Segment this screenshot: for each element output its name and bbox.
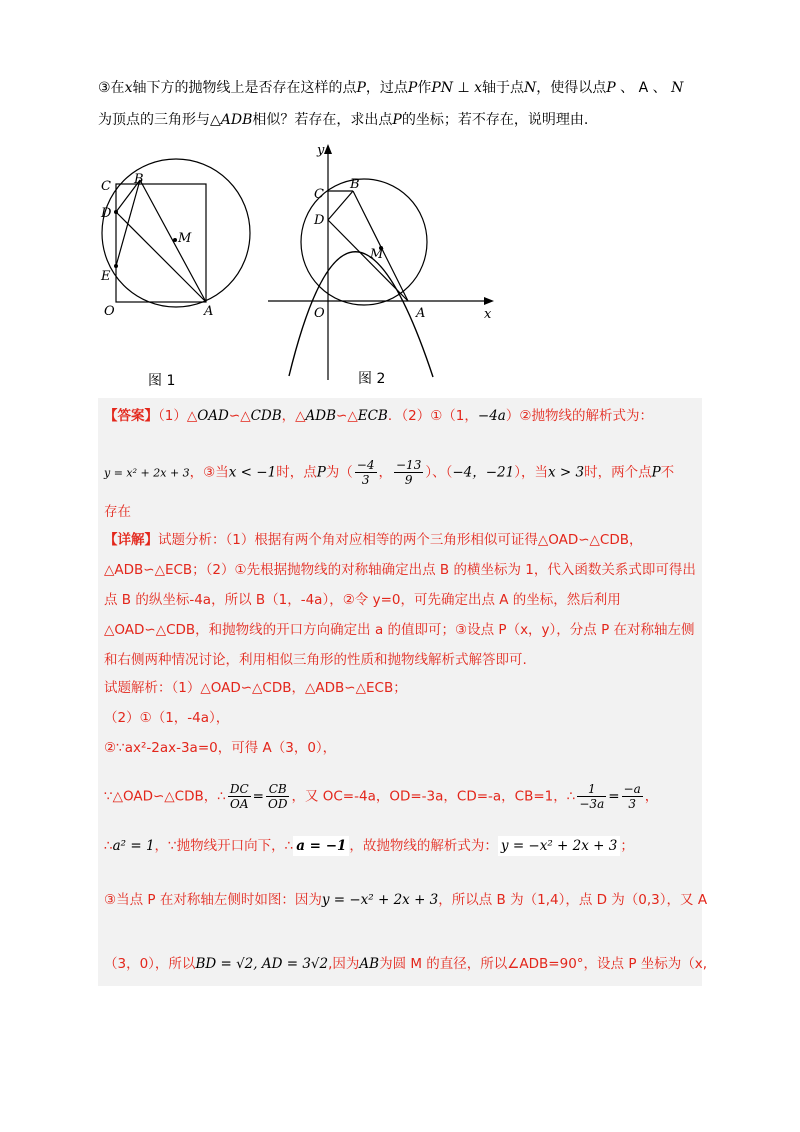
math-lengths: BD = √2, AD = 3√2 [195,956,329,972]
answer-text: ， [378,464,392,481]
var-p: P [392,112,402,128]
question-line-2 [98,110,588,130]
q-text: 轴下方的抛物线上是否存在这样的点 [132,80,357,96]
detail-text: 点 B 的纵坐标-4a，所以 B（1，-4a），②令 y=0，可先确定出点 A 的坐标，然后利用 [104,592,621,608]
var-oad: OAD [197,408,229,424]
frac-numerator: −4 [356,458,375,472]
answer-text: 不 [660,464,675,481]
solution-text: 为圆 M 的直径，所以∠ADB=90°，设点 P 坐标为（x, [379,956,708,972]
solution-line-6 [104,890,707,910]
solution-text: ； [620,838,634,854]
figure-1 [100,159,250,389]
label-o: O [104,304,115,319]
circle-m [102,159,250,307]
sim-symbol: ∽ [336,408,348,424]
math-parabola: y = −x² + 2x + 3 [321,892,439,908]
x-axis-arrow [484,297,494,305]
condition-2: x > 3 [547,464,585,481]
answer-text: ）、（ [425,464,453,481]
label-y: y [317,143,325,158]
q-sep: 、 [652,80,667,96]
answer-text: 为（ [325,464,353,481]
answer-text: ，③当 [189,464,229,481]
seg-ba [353,191,408,301]
solution-text: ，所以点 B 为（1,4），点 D 为（0,3），又 A [438,892,708,908]
answer-line-2 [104,458,674,487]
answer-text: ， [281,408,296,424]
detail-line-5 [104,650,527,670]
tri-symbol: △ [240,408,251,424]
seg-da [116,212,206,302]
detail-text: 试题分析：（1）根据有两个角对应相等的两个三角形相似可证得△OAD∽△CDB， [158,532,643,548]
fraction-nega-3 [622,782,643,811]
fraction-neg13-9 [394,458,423,487]
frac-denominator: OD [267,797,288,811]
frac-denominator: OA [230,797,249,811]
detail-line-2 [104,560,696,580]
caption-figure-1: 图 1 [148,373,176,389]
answer-text: ），当 [514,464,548,481]
point-m [173,238,177,242]
y-axis-arrow [324,144,332,154]
frac-denominator: 9 [404,473,413,487]
detail-line-3 [104,590,621,610]
solution-line-2 [104,708,229,728]
var-ecb: ECB [357,408,388,424]
math-ab: AB [359,956,380,972]
solution-text: ，又 OC=-4a，OD=-3a，CD=-a，CB=1，∴ [291,788,576,805]
solution-text: ③当点 P 在对称轴左侧时如图：因为 [104,892,322,908]
seg-da [328,220,408,301]
answer-line-3 [104,502,131,522]
perp-symbol: ⊥ [457,80,470,96]
var-p: P [316,464,326,481]
detail-text: △ADB∽△ECB；（2）①先根据抛物线的对称轴确定出点 B 的横坐标为 1，代入函数关系式即可得出 [104,562,696,578]
equals-sign: = [608,788,620,805]
figure-2 [268,143,494,387]
label-c: C [314,187,324,202]
q-text: ，过点 [365,80,408,96]
label-m: M [370,247,384,262]
var-p: P [651,464,661,481]
answer-text: 时，两个点 [584,464,652,481]
detail-line-1 [104,530,643,550]
answer-text: （1）△ [158,408,198,424]
q-text: 为顶点的三角形与△ [98,112,221,128]
detail-line-4 [104,620,695,640]
point-d [114,210,118,214]
label-a: A [416,306,426,321]
label-x: x [484,307,492,322]
rectangle [116,184,206,302]
solution-text: ，∵抛物线开口向下，∴ [154,838,294,854]
solution-line-3 [104,738,336,758]
label-o: O [314,306,325,321]
point-e [114,264,118,268]
answer-text: 存在 [104,504,131,520]
solution-text: （2）①（1，-4a）， [104,710,230,726]
answer-text: 时，点 [276,464,317,481]
question-line-1 [98,78,683,98]
label-b: B [134,172,144,187]
label-c: C [101,179,111,194]
fraction-1-neg3a [577,782,606,811]
answer-tag: 【答案】 [104,408,158,424]
label-m: M [178,231,192,246]
seg-db [328,191,353,220]
parabola-formula: y = x² + 2x + 3 [104,466,190,480]
solution-text: ， [644,788,659,805]
equals-sign: = [252,788,264,805]
q-text: 的坐标；若不存在，说明理由. [401,112,589,128]
var-x: x [124,80,133,96]
frac-numerator: DC [229,782,249,796]
solution-text: ∴ [104,838,113,854]
condition-1: x < −1 [228,464,277,481]
frac-numerator: CB [266,782,289,797]
tri-symbol: △ [295,408,306,424]
frac-denominator: 3 [628,797,636,811]
var-adb: ADB [220,112,253,128]
point-2: −4，−21 [452,464,515,481]
answer-line-1 [104,406,653,426]
frac-denominator: 3 [361,473,370,487]
fraction-cb-od [266,782,289,811]
solution-text: （3，0），所以 [104,956,196,972]
q-text: 作 [417,80,432,96]
var-cdb: CDB [250,408,282,424]
value-neg4a: −4a [477,408,506,424]
fraction-neg4-3 [355,458,377,487]
frac-numerator: 1 [577,782,606,797]
detail-text: △OAD∽△CDB，和抛物线的开口方向确定出 a 的值即可；③设点 P（x，y），分点 P 在对称轴左侧 [104,622,695,638]
var-n: N [671,80,684,96]
var-p: P [407,80,418,96]
solution-line-1 [104,678,407,698]
detail-text: 和右侧两种情况讨论，利用相似三角形的性质和抛物线解析式解答即可. [104,652,527,668]
q-text: 轴于点 [482,80,524,96]
math-a-squared: a² = 1 [112,838,155,854]
answer-text: ．（2）①（1， [387,408,478,424]
label-d: D [314,213,325,228]
solution-line-7 [104,954,707,974]
solution-text: 试题解析：（1）△OAD∽△CDB，△ADB∽△ECB； [104,680,407,696]
solution-text: ,因为 [328,956,360,972]
q-sep: 、 [620,80,635,96]
label-a: A [204,304,214,319]
parabola [289,252,433,377]
var-n: N [524,80,537,96]
seg-ba [140,180,206,302]
frac-denominator: −3a [579,797,605,811]
solution-text: ②∵ax²-2ax-3a=0，可得 A（3，0）， [104,740,337,756]
label-d: D [101,206,112,221]
detail-tag: 【详解】 [104,532,158,548]
solution-text: ∵△OAD∽△CDB，∴ [104,788,226,805]
var-pn: PN [431,80,453,96]
caption-figure-2: 图 2 [358,371,386,387]
figures [98,140,518,395]
var-p: P [356,80,366,96]
frac-numerator: −a [623,782,641,796]
solution-line-5 [104,836,634,856]
var-p: P [606,80,616,96]
fraction-dc-oa [228,782,251,811]
frac-numerator: −13 [396,458,422,472]
q-text: ，使得以点 [536,80,607,96]
label-b: B [350,177,360,192]
math-a-value: a = −1 [293,836,349,856]
math-parabola: y = −x² + 2x + 3 [498,836,620,856]
var-adb: ADB [305,408,337,424]
var-x: x [474,80,482,96]
label-e: E [101,269,111,284]
sim-symbol: ∽ [228,408,241,424]
solution-line-4 [104,782,658,811]
tri-symbol: △ [347,408,358,424]
answer-text: ）②抛物线的解析式为： [505,408,653,424]
q-text: 相似？若存在，求出点 [252,112,393,128]
answer-panel [98,398,708,986]
solution-text: ，故抛物线的解析式为： [349,838,498,854]
seg-eb [116,180,140,266]
var-a: A [638,80,649,96]
q-text: ③在 [98,80,125,96]
